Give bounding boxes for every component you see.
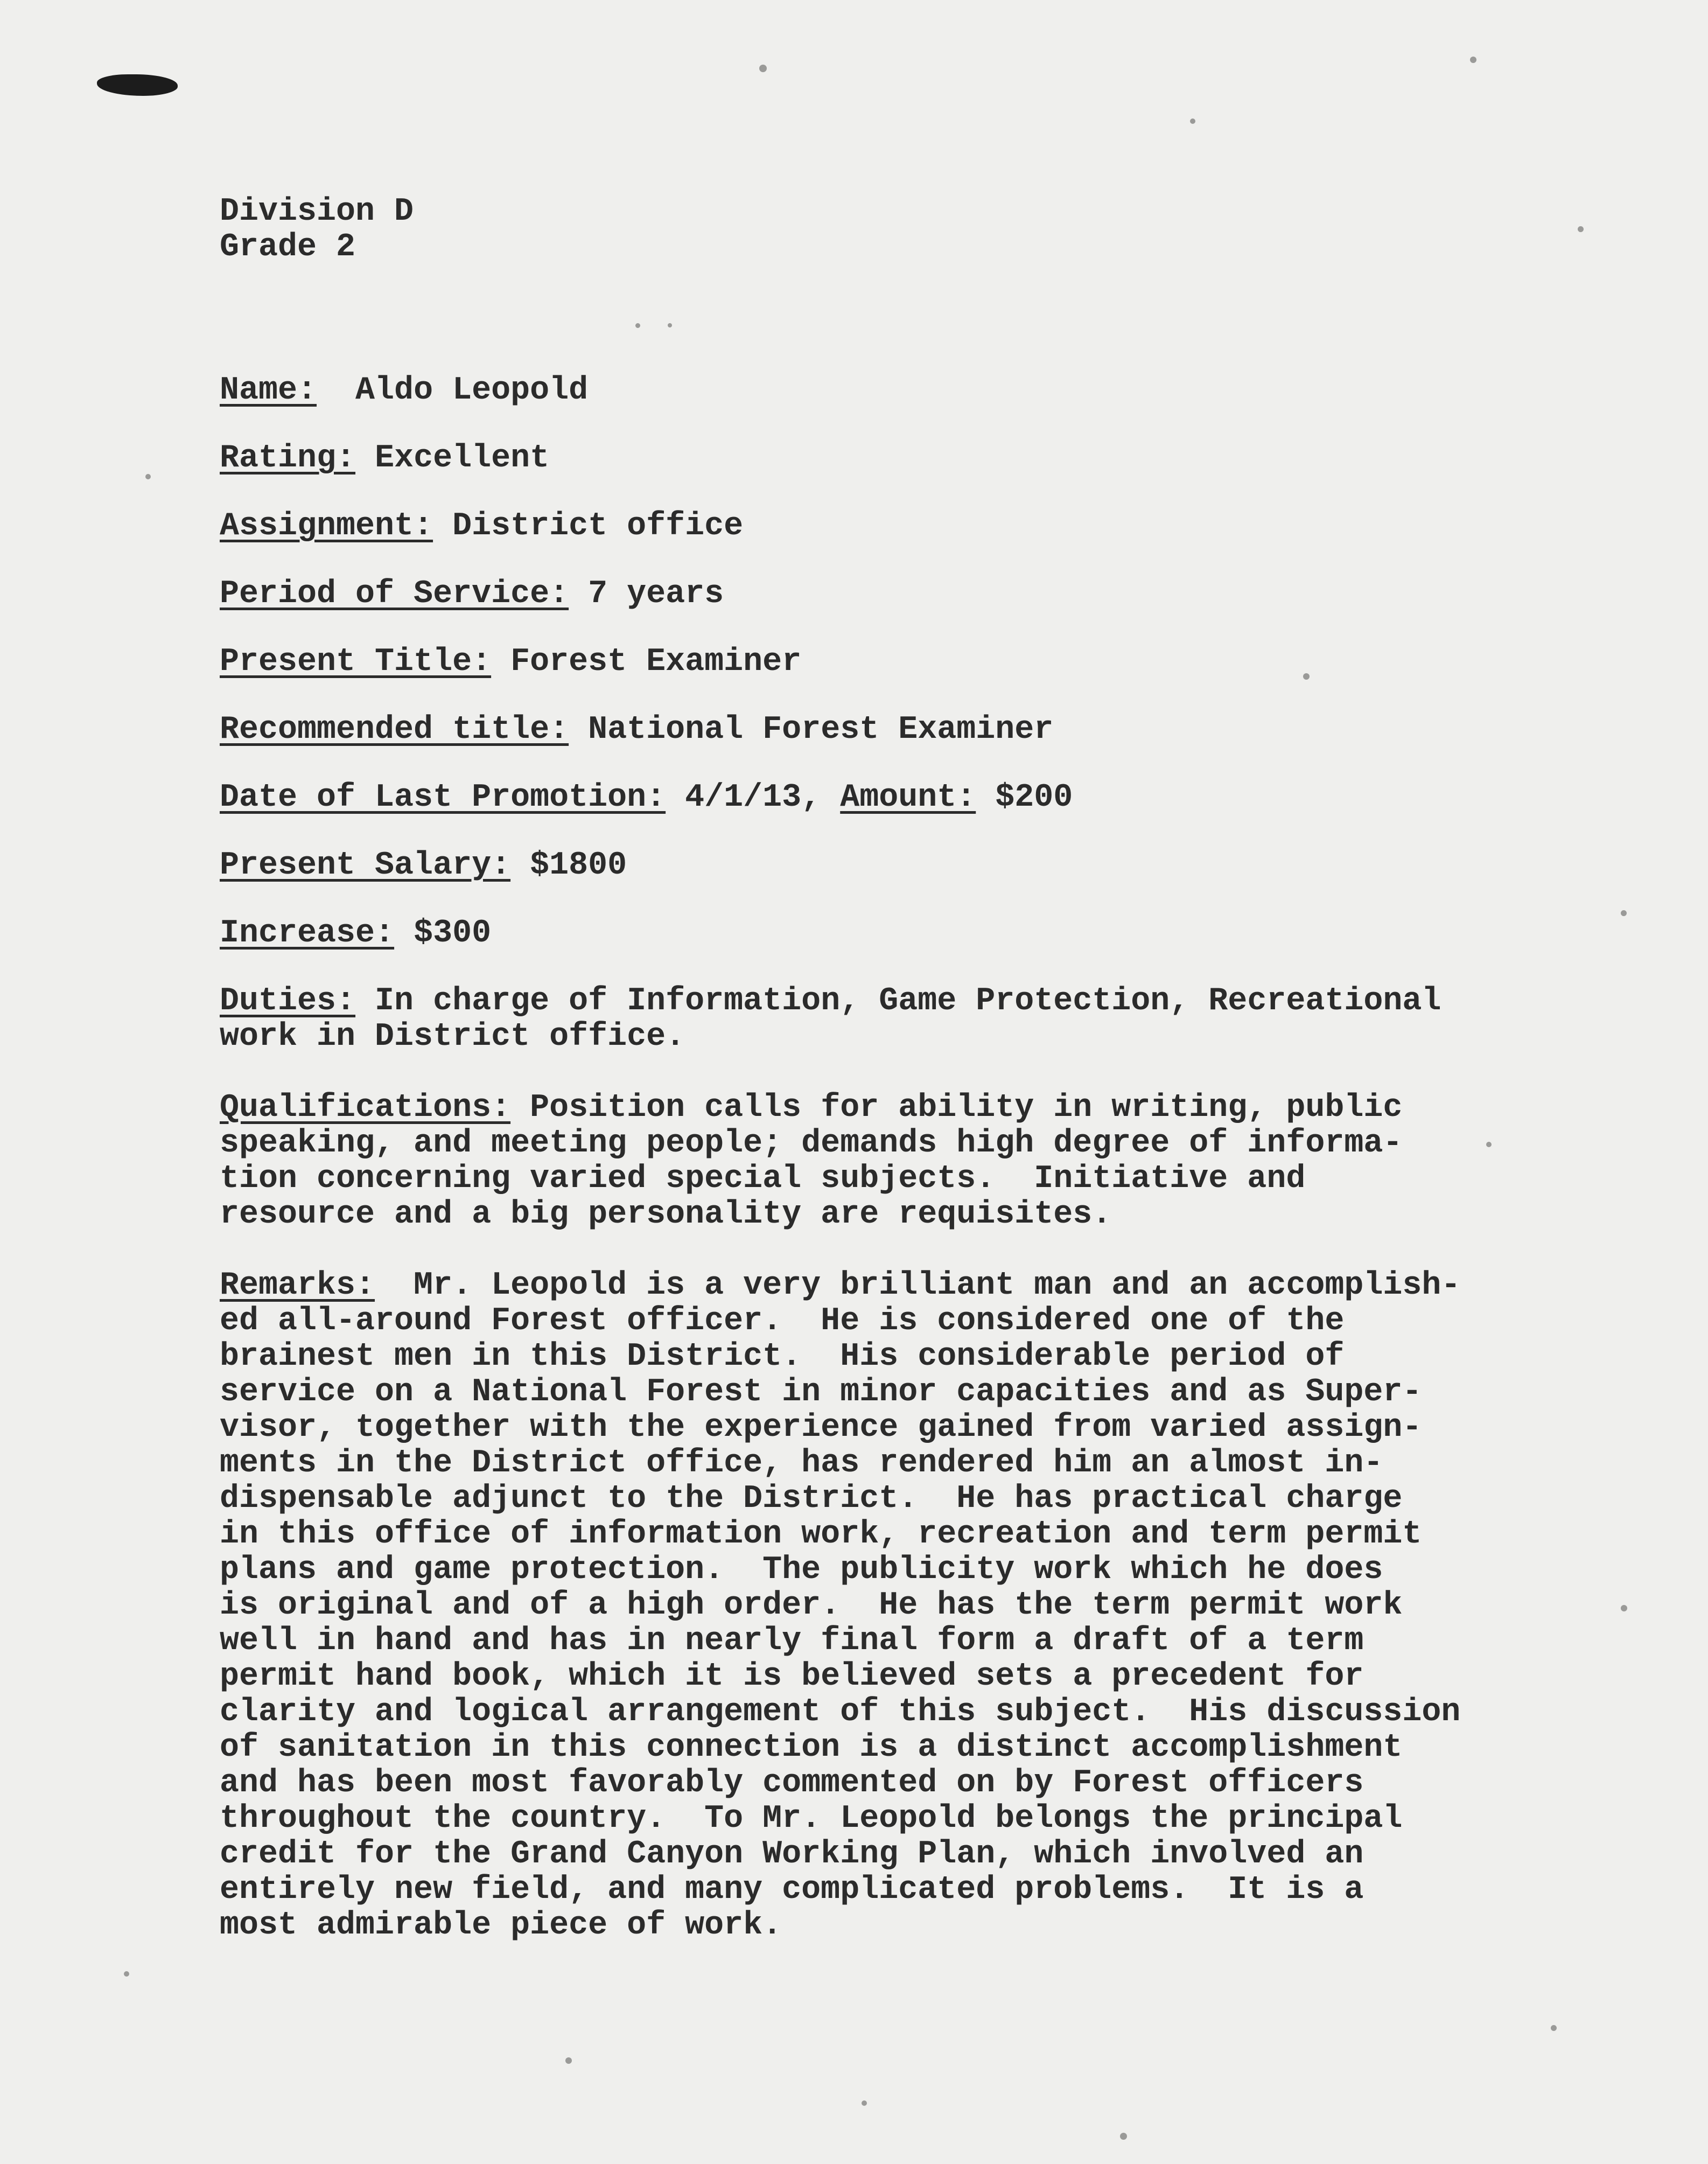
dust-speck [862, 2100, 867, 2106]
remarks-line: throughout the country. To Mr. Leopold belongs the principal [220, 1800, 1403, 1837]
present-salary-label: Present Salary: [220, 847, 511, 884]
dust-speck [1551, 2025, 1557, 2031]
recommended-title-label: Recommended title: [220, 711, 569, 748]
amount-value: $200 [995, 779, 1073, 816]
field-assignment [220, 508, 1598, 544]
ink-blot [97, 74, 178, 96]
dust-speck [565, 2057, 572, 2064]
remarks-line: permit hand book, which it is believed sets a precedent for [220, 1658, 1364, 1695]
personnel-record [220, 194, 1598, 1943]
rating-value: Excellent [375, 440, 550, 477]
dust-speck [1470, 57, 1476, 63]
remarks-line: is original and of a high order. He has the term permit work [220, 1587, 1403, 1624]
field-rating [220, 441, 1598, 476]
field-last-promotion [220, 780, 1598, 815]
name-label: Name: [220, 372, 317, 409]
present-title-label: Present Title: [220, 644, 492, 680]
field-recommended-title [220, 712, 1598, 748]
duties-line-text: In charge of Information, Game Protection, Recreational [355, 983, 1441, 1020]
increase-label: Increase: [220, 915, 395, 952]
dust-speck [1190, 118, 1195, 124]
rating-label: Rating: [220, 440, 356, 477]
last-promotion-value: 4/1/13, [685, 779, 821, 816]
qualifications-paragraph [220, 1090, 1598, 1232]
field-present-title [220, 644, 1598, 680]
duties-line: work in District office. [220, 1018, 685, 1055]
dust-speck [1303, 673, 1310, 680]
duties-label: Duties: [220, 983, 356, 1020]
remarks-line: well in hand and has in nearly final form a draft of a term [220, 1623, 1364, 1659]
qualifications-line-text: Position calls for ability in writing, public [510, 1090, 1403, 1126]
qualifications-line [220, 1090, 1598, 1126]
present-title-value: Forest Examiner [510, 644, 802, 680]
grade-text: Grade 2 [220, 229, 356, 266]
period-label: Period of Service: [220, 576, 569, 612]
increase-value: $300 [414, 915, 492, 952]
header-block [220, 194, 1598, 265]
remarks-line: ments in the District office, has rendered him an almost in- [220, 1445, 1383, 1482]
field-period [220, 576, 1598, 612]
remarks-line: clarity and logical arrangement of this subject. His discussion [220, 1694, 1461, 1730]
remarks-label: Remarks: [220, 1267, 375, 1304]
present-salary-value: $1800 [530, 847, 627, 884]
remarks-line: and has been most favorably commented on by Forest officers [220, 1765, 1364, 1802]
qualifications-line: resource and a big personality are requisites. [220, 1196, 1112, 1233]
field-increase [220, 916, 1598, 951]
remarks-paragraph [220, 1268, 1598, 1943]
qualifications-label: Qualifications: [220, 1090, 511, 1126]
dust-speck [1621, 910, 1627, 916]
field-name [220, 373, 1598, 408]
amount-label: Amount: [840, 779, 976, 816]
last-promotion-label: Date of Last Promotion: [220, 779, 666, 816]
remarks-line: brainest men in this District. His considerable period of [220, 1338, 1345, 1375]
dust-speck [145, 474, 151, 479]
dust-speck [668, 323, 672, 327]
recommended-title-value: National Forest Examiner [588, 711, 1054, 748]
name-value: Aldo Leopold [355, 372, 589, 409]
duties-line [220, 983, 1598, 1019]
period-value: 7 years [588, 576, 724, 612]
remarks-line: entirely new field, and many complicated problems. It is a [220, 1872, 1364, 1908]
remarks-line: in this office of information work, recreation and term permit [220, 1516, 1422, 1553]
dust-speck [1486, 1142, 1492, 1147]
remarks-line: most admirable piece of work. [220, 1907, 782, 1944]
qualifications-line: speaking, and meeting people; demands high degree of informa- [220, 1125, 1403, 1162]
dust-speck [1120, 2133, 1127, 2140]
remarks-line: credit for the Grand Canyon Working Plan, which involved an [220, 1836, 1364, 1873]
assignment-label: Assignment: [220, 508, 433, 545]
remarks-line-text: Mr. Leopold is a very brilliant man and an accomplish- [375, 1267, 1461, 1304]
assignment-value: District office [452, 508, 744, 545]
remarks-line [220, 1268, 1598, 1303]
remarks-line: plans and game protection. The publicity work which he does [220, 1552, 1383, 1588]
dust-speck [759, 65, 767, 72]
qualifications-line: tion concerning varied special subjects. Initiative and [220, 1161, 1306, 1197]
division-text: Division D [220, 193, 414, 230]
field-present-salary [220, 848, 1598, 883]
duties-paragraph [220, 983, 1598, 1055]
remarks-line: service on a National Forest in minor capacities and as Super- [220, 1374, 1422, 1411]
remarks-line: dispensable adjunct to the District. He has practical charge [220, 1481, 1403, 1517]
dust-speck [1578, 226, 1584, 232]
remarks-line: visor, together with the experience gained from varied assign- [220, 1409, 1422, 1446]
remarks-line: of sanitation in this connection is a distinct accomplishment [220, 1729, 1403, 1766]
dust-speck [635, 323, 640, 328]
dust-speck [124, 1971, 129, 1977]
dust-speck [1621, 1605, 1627, 1611]
remarks-line: ed all-around Forest officer. He is considered one of the [220, 1303, 1345, 1339]
